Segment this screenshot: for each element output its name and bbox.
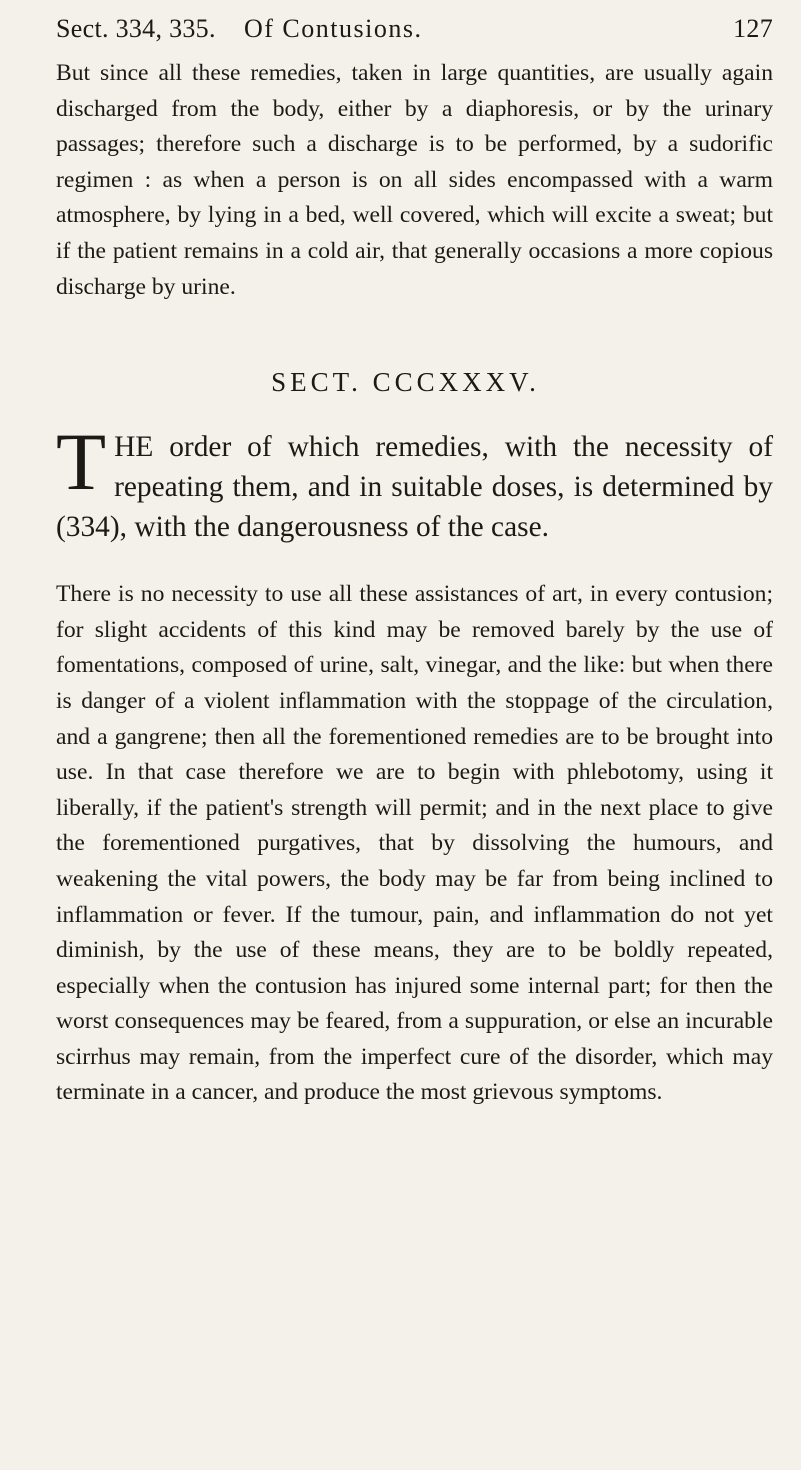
chapter-title: Of Contusions. xyxy=(244,14,423,43)
commentary-paragraph: There is no necessity to use all these assistances of art, in every contusion; for slight accidents of this kind may be removed barely by the use of fomentations, composed of urine, salt, vinegar, and the like: but when there is danger of a violent inflammation with the stoppage of the circulation, and a gangrene; then all the forementioned remedies are to be brought into use. In that case therefore we are to begin with phlebotomy, using it liberally, if the patient's strength will permit; and in the next place to give the forementioned purgatives, that by dissolving the humours, and weakening the vital powers, the body may be far from being inclined to inflammation or fever. If the tumour, pain, and inflammation do not yet diminish, by the use of these means, they are to be boldly repeated, especially when the contusion has injured some internal part; for then the worst consequences may be feared, from a suppuration, or else an incurable scirrhus may remain, from the imperfect cure of the disorder, which may terminate in a cancer, and produce the most grievous symptoms. xyxy=(56,581,773,1106)
section-heading: SECT. CCCXXXV. xyxy=(271,367,540,398)
running-head xyxy=(56,14,773,54)
drop-cap: T xyxy=(56,416,107,508)
aphorism-paragraph xyxy=(56,416,773,547)
paragraph-continuation: But since all these remedies, taken in large quantities, are usually again discharged from the body, either by a diaphoresis, or by the urinary passages; therefore such a discharge is to be performed, by a sudorific regimen : as when a person is on all sides encompassed with a warm atmosphere, by lying in a bed, well covered, which will excite a sweat; but if the patient remains in a cold air, that generally occasions a more copious discharge by urine. xyxy=(56,60,773,300)
section-reference: Sect. 334, 335. xyxy=(56,14,216,43)
page-number: 127 xyxy=(733,14,773,43)
aphorism-text: HE order of which remedies, with the necessity of repeating them, and in suitable doses, is determined by (334), with the dangerousness of the case. xyxy=(56,431,773,544)
